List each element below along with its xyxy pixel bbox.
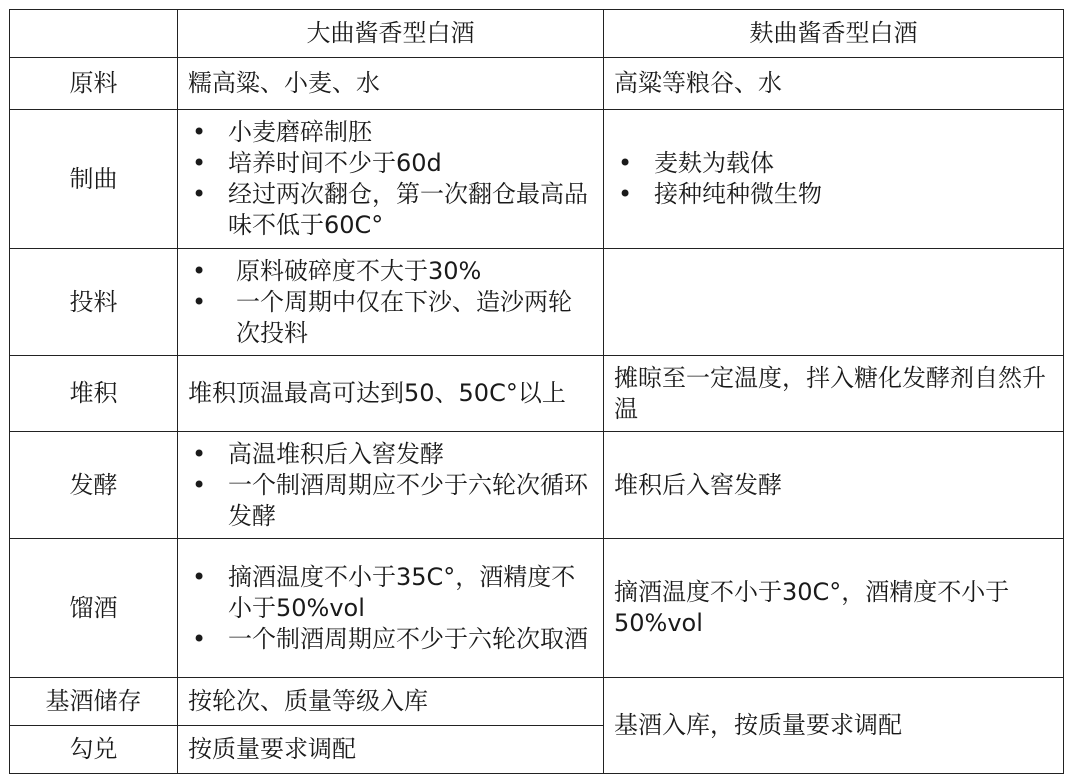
list-item-text: 培养时间不少于60d <box>228 149 442 177</box>
bullet-icon: • <box>192 439 207 468</box>
row-label-fermentation: 发酵 <box>10 432 178 539</box>
daqu-fermentation <box>178 432 604 539</box>
list-item <box>188 117 593 148</box>
row-label-koji-making: 制曲 <box>10 110 178 249</box>
list-item-text: 经过两次翻仓，第一次翻仓最高品味不低于60C° <box>228 180 588 239</box>
fuqu-fermentation: 堆积后入窖发酵 <box>604 432 1064 539</box>
list-item-text: 小麦磨碎制胚 <box>228 118 372 146</box>
bullet-icon: • <box>192 256 207 285</box>
fuqu-storage-and-blending: 基酒入库，按质量要求调配 <box>604 678 1064 774</box>
list-item-text: 接种纯种微生物 <box>654 180 822 208</box>
header-fuqu: 麸曲酱香型白酒 <box>604 10 1064 58</box>
daqu-koji-making <box>178 110 604 249</box>
list-item <box>188 256 593 287</box>
list-item <box>614 148 1053 179</box>
daqu-base-liquor-storage: 按轮次、质量等级入库 <box>178 678 604 726</box>
fuqu-feeding <box>604 249 1064 356</box>
list-item-text: 麦麸为载体 <box>654 149 774 177</box>
header-daqu: 大曲酱香型白酒 <box>178 10 604 58</box>
bullet-icon: • <box>192 149 207 177</box>
daqu-distillation <box>178 539 604 678</box>
daqu-blending: 按质量要求调配 <box>178 726 604 774</box>
list-item <box>188 562 593 624</box>
table-row <box>10 58 1064 110</box>
table-row <box>10 432 1064 539</box>
row-label-base-liquor-storage: 基酒储存 <box>10 678 178 726</box>
list-item <box>188 287 593 349</box>
list-item-text: 原料破碎度不大于30% <box>236 256 482 285</box>
list-item <box>188 439 593 470</box>
fuqu-stacking: 摊晾至一定温度，拌入糖化发酵剂自然升温 <box>604 356 1064 432</box>
list-item <box>188 148 593 179</box>
bullet-icon: • <box>192 180 207 208</box>
bullet-icon: • <box>192 118 207 146</box>
list-item <box>188 470 593 532</box>
list-item <box>188 624 593 655</box>
list-item-text: 一个周期中仅在下沙、造沙两轮次投料 <box>236 287 572 347</box>
bullet-icon: • <box>618 149 633 177</box>
row-label-feeding: 投料 <box>10 249 178 356</box>
fuqu-koji-making <box>604 110 1064 249</box>
table-row <box>10 539 1064 678</box>
daqu-raw-material: 糯高粱、小麦、水 <box>178 58 604 110</box>
bullet-icon: • <box>192 287 207 316</box>
list-item-text: 高温堆积后入窖发酵 <box>228 439 444 468</box>
daqu-feeding <box>178 249 604 356</box>
list-item <box>614 179 1053 210</box>
bullet-icon: • <box>192 562 207 591</box>
row-label-stacking: 堆积 <box>10 356 178 432</box>
liquor-comparison-table <box>9 9 1064 774</box>
row-label-raw-material: 原料 <box>10 58 178 110</box>
table-row <box>10 110 1064 249</box>
bullet-icon: • <box>618 180 633 208</box>
row-label-blending: 勾兑 <box>10 726 178 774</box>
header-empty-cell <box>10 10 178 58</box>
list-item <box>188 179 593 241</box>
list-item-text: 摘酒温度不小于35C°，酒精度不小于50%vol <box>228 562 576 622</box>
table-row <box>10 678 1064 726</box>
bullet-icon: • <box>192 470 207 499</box>
bullet-icon: • <box>192 624 207 653</box>
row-label-distillation: 馏酒 <box>10 539 178 678</box>
fuqu-distillation: 摘酒温度不小于30C°，酒精度不小于50%vol <box>604 539 1064 678</box>
table-row <box>10 356 1064 432</box>
table-row <box>10 249 1064 356</box>
list-item-text: 一个制酒周期应不少于六轮次循环发酵 <box>228 470 588 530</box>
list-item-text: 一个制酒周期应不少于六轮次取酒 <box>228 624 588 653</box>
fuqu-raw-material: 高粱等粮谷、水 <box>604 58 1064 110</box>
daqu-stacking: 堆积顶温最高可达到50、50C°以上 <box>178 356 604 432</box>
